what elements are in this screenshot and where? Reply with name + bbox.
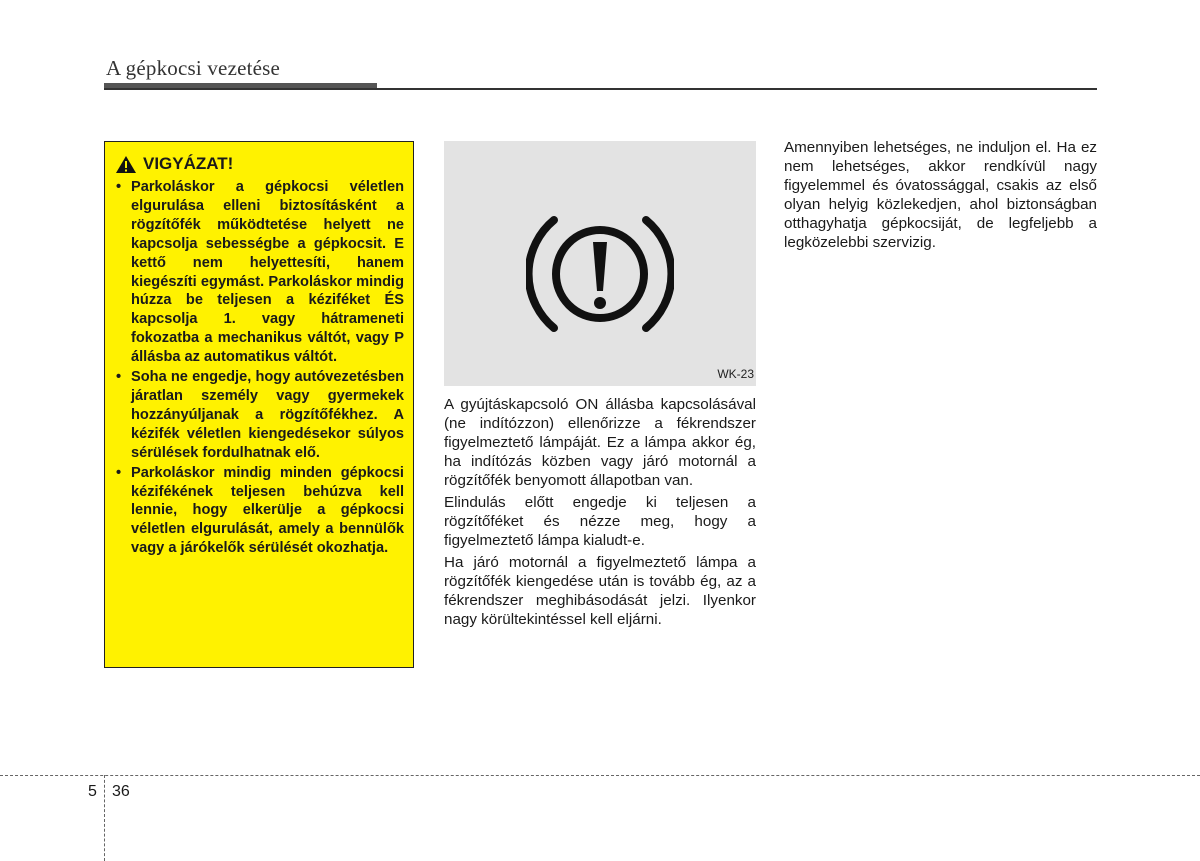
warning-title: VIGYÁZAT! <box>143 154 234 173</box>
footer-rule <box>0 775 1200 776</box>
warning-item: • Parkoláskor mindig minden gépkocsi kézifékének teljesen behúzva kell lennie, hogy elkerülje a gépkocsi véletlen elgurulását, amely a bennülők vagy a járókelők sérülését okozhatja. <box>115 464 404 559</box>
page-number: 36 <box>112 783 130 800</box>
brake-lamp-figure <box>444 141 756 386</box>
warning-list <box>115 178 404 558</box>
middle-column <box>444 395 756 632</box>
paragraph: A gyújtáskapcsoló ON állásba kapcsolásával (ne indítózzon) ellenőrizze a fékrendszer figyelmeztető lámpáját. Ez a lámpa akkor ég, ha indítózás közben vagy járó motornál a rögzítőfék benyomott állapotban van. <box>444 396 756 489</box>
paragraph: Elindulás előtt engedje ki teljesen a rögzítőféket és nézze meg, hogy a figyelmeztető lámpa kialudt-e. <box>444 494 756 549</box>
brake-warning-lamp-icon <box>526 210 674 338</box>
paragraph: Ha járó motornál a figyelmeztető lámpa a rögzítőfék kiengedése után is tovább ég, az a fékrendszer meghibásodását jelzi. Ilyenkor nagy körültekintéssel kell eljárni. <box>444 554 756 628</box>
warning-item: • Parkoláskor a gépkocsi véletlen elgurulása elleni biztosításként a rögzítőfék működtetése helyett ne kapcsolja sebességbe a gépkocsit. E kettő nem helyettesíti, hanem kiegészíti egymást. Parkoláskor mindig húzza be teljesen a kéziféket ÉS kapcsolja 1. vagy hátrameneti fokozatba a mechanikus váltót, vagy P állásba az automatikus váltót. <box>115 178 404 367</box>
warning-heading <box>115 154 404 174</box>
page-header-title: A gépkocsi vezetése <box>106 56 281 80</box>
warning-triangle-icon <box>115 155 137 174</box>
figure-code: WK-23 <box>717 367 754 381</box>
paragraph: Amennyiben lehetséges, ne induljon el. Ha ez nem lehetséges, akkor rendkívül nagy figyelemmel és óvatossággal, csakis az első olyan helyig közlekedjen, ahol biztonságban otthagyhatja gépkocsiját, de legfeljebb a legközelebbi szervizig. <box>784 139 1097 251</box>
warning-box <box>104 141 414 668</box>
warning-item: • Soha ne engedje, hogy autóvezetésben járatlan személy vagy gyermekek hozzányúljanak a rögzítőfékhez. A kézifék véletlen kiengedésekor súlyos sérülések fordulhatnak elő. <box>115 368 404 463</box>
header-rule <box>104 88 1097 90</box>
right-column <box>784 138 1097 255</box>
chapter-number: 5 <box>88 783 97 800</box>
footer-divider <box>104 775 105 861</box>
